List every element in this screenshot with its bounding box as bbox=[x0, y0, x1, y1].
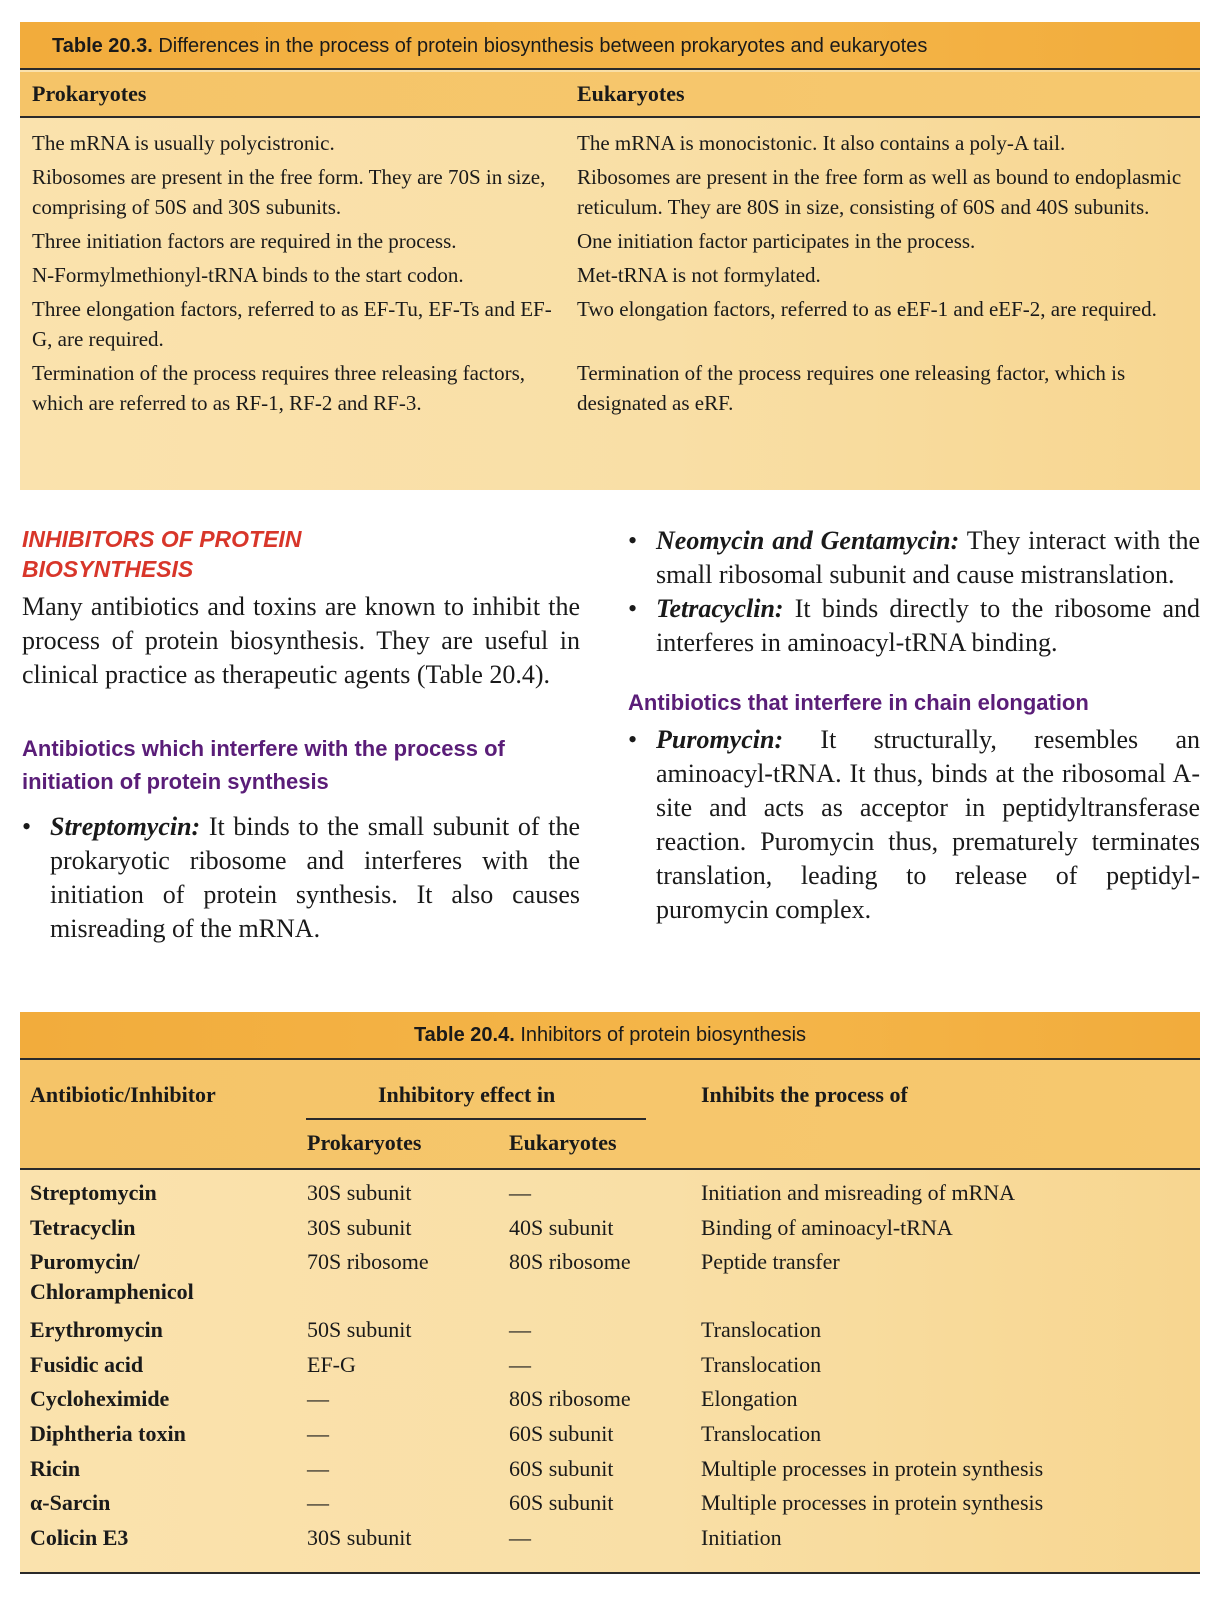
table-20-3-caption-label: Table 20.3. bbox=[52, 35, 153, 57]
left-column bbox=[22, 524, 580, 946]
bullet-icon: • bbox=[628, 725, 638, 754]
bullet-text: It binds to the small subunit of the prokaryotic ribosome and interferes with the initiation of protein synthesis. It also causes misreading of the mRNA. bbox=[50, 812, 580, 943]
cell-inhibitor: Tetracyclin bbox=[30, 1214, 136, 1240]
list-item bbox=[628, 723, 1200, 927]
table-row bbox=[20, 1350, 1200, 1385]
bullet-text: They interact with the small ribosomal subunit and cause mistranslation. bbox=[656, 526, 1200, 589]
cell-process: Binding of aminoacyl-tRNA bbox=[701, 1214, 953, 1240]
cell-prokaryotes: 70S ribosome bbox=[307, 1249, 429, 1275]
table-row bbox=[20, 1247, 1200, 1315]
bullet-term: Tetracyclin: bbox=[656, 594, 784, 623]
table-row bbox=[20, 1315, 1200, 1350]
table-row bbox=[20, 1523, 1200, 1558]
cell-eukaryotes: 80S ribosome bbox=[509, 1249, 631, 1275]
cell-eukaryotes: — bbox=[509, 1317, 531, 1343]
cell-inhibitor: α-Sarcin bbox=[30, 1490, 111, 1516]
cell-prokaryotes: 30S subunit bbox=[307, 1180, 412, 1205]
subheading-initiation: Antibiotics which interfere with the process of initiation of protein synthesis bbox=[22, 736, 505, 794]
cell-prokaryotes: — bbox=[307, 1420, 329, 1446]
cell-eukaryotes: — bbox=[509, 1180, 531, 1205]
cell-eukaryotes: One initiation factor participates in the process. bbox=[577, 229, 976, 253]
table-20-3-body bbox=[20, 128, 1200, 422]
table-20-4-caption bbox=[20, 1012, 1200, 1060]
table-row bbox=[20, 1419, 1200, 1454]
cell-eukaryotes: 40S subunit bbox=[509, 1214, 614, 1240]
cell-inhibitor: Ricin bbox=[30, 1455, 81, 1481]
cell-eukaryotes: The mRNA is monocistonic. It also contains a poly-A tail. bbox=[577, 131, 1066, 155]
header-prokaryotes: Prokaryotes bbox=[307, 1130, 422, 1155]
cell-eukaryotes: 60S subunit bbox=[509, 1420, 614, 1446]
cell-process: Multiple processes in protein synthesis bbox=[701, 1455, 1044, 1481]
cell-process: Translocation bbox=[701, 1420, 822, 1446]
bullet-text: It structurally, resembles an aminoacyl-tRNA. It thus, binds at the ribosomal A-site and acts as acceptor in peptidyltransferase reaction. Puromycin thus, prematurely terminates translation, leading to release of peptidyl-puromycin complex. bbox=[656, 725, 1200, 924]
cell-prokaryotes: Three initiation factors are required in the process. bbox=[32, 229, 457, 253]
cell-eukaryotes: Termination of the process requires one releasing factor, which is designated as eRF. bbox=[577, 361, 1126, 415]
table-row bbox=[20, 358, 1200, 418]
right-column bbox=[628, 524, 1200, 927]
cell-prokaryotes: 30S subunit bbox=[307, 1524, 412, 1550]
cell-prokaryotes: 50S subunit bbox=[307, 1317, 412, 1343]
table-20-4-caption-text: Inhibitors of protein biosynthesis bbox=[520, 1024, 807, 1046]
bullet-icon: • bbox=[628, 594, 638, 623]
list-item bbox=[22, 810, 580, 946]
cell-prokaryotes: — bbox=[307, 1455, 329, 1481]
table-20-4-body bbox=[20, 1178, 1200, 1557]
table-row bbox=[20, 294, 1200, 354]
cell-process: Translocation bbox=[701, 1317, 822, 1343]
bullet-icon: • bbox=[22, 812, 32, 841]
cell-process: Elongation bbox=[701, 1386, 798, 1412]
cell-prokaryotes: EF-G bbox=[307, 1351, 356, 1377]
cell-eukaryotes: 60S subunit bbox=[509, 1455, 614, 1481]
table-row bbox=[20, 1454, 1200, 1489]
cell-process: Initiation and misreading of mRNA bbox=[701, 1180, 1016, 1205]
cell-eukaryotes: Ribosomes are present in the free form as well as bound to endoplasmic reticulum. They are 80S in size, consisting of 60S and 40S subunits. bbox=[577, 165, 1182, 219]
bullet-term: Streptomycin: bbox=[50, 812, 201, 841]
bullet-icon: • bbox=[628, 526, 638, 555]
cell-process: Initiation bbox=[701, 1524, 782, 1550]
cell-prokaryotes: Termination of the process requires three releasing factors, which are referred to as RF-1, RF-2 and RF-3. bbox=[32, 361, 525, 415]
cell-process: Translocation bbox=[701, 1351, 822, 1377]
table-row bbox=[20, 1213, 1200, 1248]
cell-prokaryotes: 30S subunit bbox=[307, 1214, 412, 1240]
table-20-3 bbox=[20, 22, 1200, 490]
cell-inhibitor: Puromycin/ Chloramphenicol bbox=[30, 1249, 194, 1305]
cell-inhibitor: Cycloheximide bbox=[30, 1386, 170, 1412]
bullet-term: Neomycin and Gentamycin: bbox=[656, 526, 960, 555]
table-20-3-header bbox=[20, 72, 1200, 118]
cell-prokaryotes: — bbox=[307, 1386, 329, 1412]
cell-eukaryotes: Two elongation factors, referred to as eEF-1 and eEF-2, are required. bbox=[577, 297, 1157, 321]
cell-eukaryotes: Met-tRNA is not formylated. bbox=[577, 263, 821, 287]
header-inhibitor: Antibiotic/Inhibitor bbox=[30, 1082, 216, 1107]
cell-prokaryotes: The mRNA is usually polycistronic. bbox=[32, 131, 335, 155]
header-eukaryotes: Eukaryotes bbox=[509, 1130, 617, 1155]
section-title: INHIBITORS OF PROTEIN BIOSYNTHESIS bbox=[22, 526, 302, 582]
table-row bbox=[20, 162, 1200, 222]
bullet-term: Puromycin: bbox=[656, 725, 784, 754]
intro-paragraph: Many antibiotics and toxins are known to inhibit the process of protein biosynthesis. They are useful in clinical practice as therapeutic agents (Table 20.4). bbox=[22, 592, 580, 689]
cell-prokaryotes: Ribosomes are present in the free form. They are 70S in size, comprising of 50S and 30S subunits. bbox=[32, 165, 546, 219]
cell-inhibitor: Fusidic acid bbox=[30, 1351, 144, 1377]
cell-eukaryotes: 80S ribosome bbox=[509, 1386, 631, 1412]
table-20-4-header bbox=[20, 1060, 1200, 1170]
header-effect: Inhibitory effect in bbox=[378, 1082, 556, 1107]
cell-process: Multiple processes in protein synthesis bbox=[701, 1490, 1044, 1516]
cell-inhibitor: Erythromycin bbox=[30, 1317, 163, 1343]
cell-inhibitor: Streptomycin bbox=[30, 1180, 157, 1205]
cell-prokaryotes: Three elongation factors, referred to as EF-Tu, EF-Ts and EF-G, are required. bbox=[32, 297, 552, 351]
cell-inhibitor: Colicin E3 bbox=[30, 1524, 129, 1550]
cell-eukaryotes: — bbox=[509, 1351, 531, 1377]
table-bottom-rule bbox=[20, 1572, 1200, 1574]
subheading-elongation: Antibiotics that interfere in chain elongation bbox=[628, 690, 1089, 715]
header-prokaryotes: Prokaryotes bbox=[32, 81, 147, 106]
cell-prokaryotes: — bbox=[307, 1490, 329, 1516]
table-row bbox=[20, 1384, 1200, 1419]
cell-prokaryotes: N-Formylmethionyl-tRNA binds to the start codon. bbox=[32, 263, 464, 287]
list-item bbox=[628, 592, 1200, 660]
header-divider bbox=[306, 1118, 646, 1120]
table-row bbox=[20, 128, 1200, 158]
cell-eukaryotes: — bbox=[509, 1524, 531, 1550]
list-item bbox=[628, 524, 1200, 592]
table-row bbox=[20, 226, 1200, 256]
table-row bbox=[20, 260, 1200, 290]
bullet-text: It binds directly to the ribosome and interferes in aminoacyl-tRNA binding. bbox=[656, 594, 1200, 657]
cell-inhibitor: Diphtheria toxin bbox=[30, 1420, 186, 1446]
header-process: Inhibits the process of bbox=[701, 1082, 908, 1107]
table-20-3-caption bbox=[20, 22, 1200, 70]
table-row bbox=[20, 1178, 1200, 1213]
table-20-4-caption-label: Table 20.4. bbox=[413, 1024, 515, 1046]
table-20-4 bbox=[20, 1012, 1200, 1572]
header-eukaryotes: Eukaryotes bbox=[577, 81, 685, 106]
table-row bbox=[20, 1488, 1200, 1523]
table-20-3-caption-text: Differences in the process of protein biosynthesis between prokaryotes and eukaryotes bbox=[158, 35, 928, 57]
cell-eukaryotes: 60S subunit bbox=[509, 1490, 614, 1516]
cell-process: Peptide transfer bbox=[701, 1249, 840, 1275]
